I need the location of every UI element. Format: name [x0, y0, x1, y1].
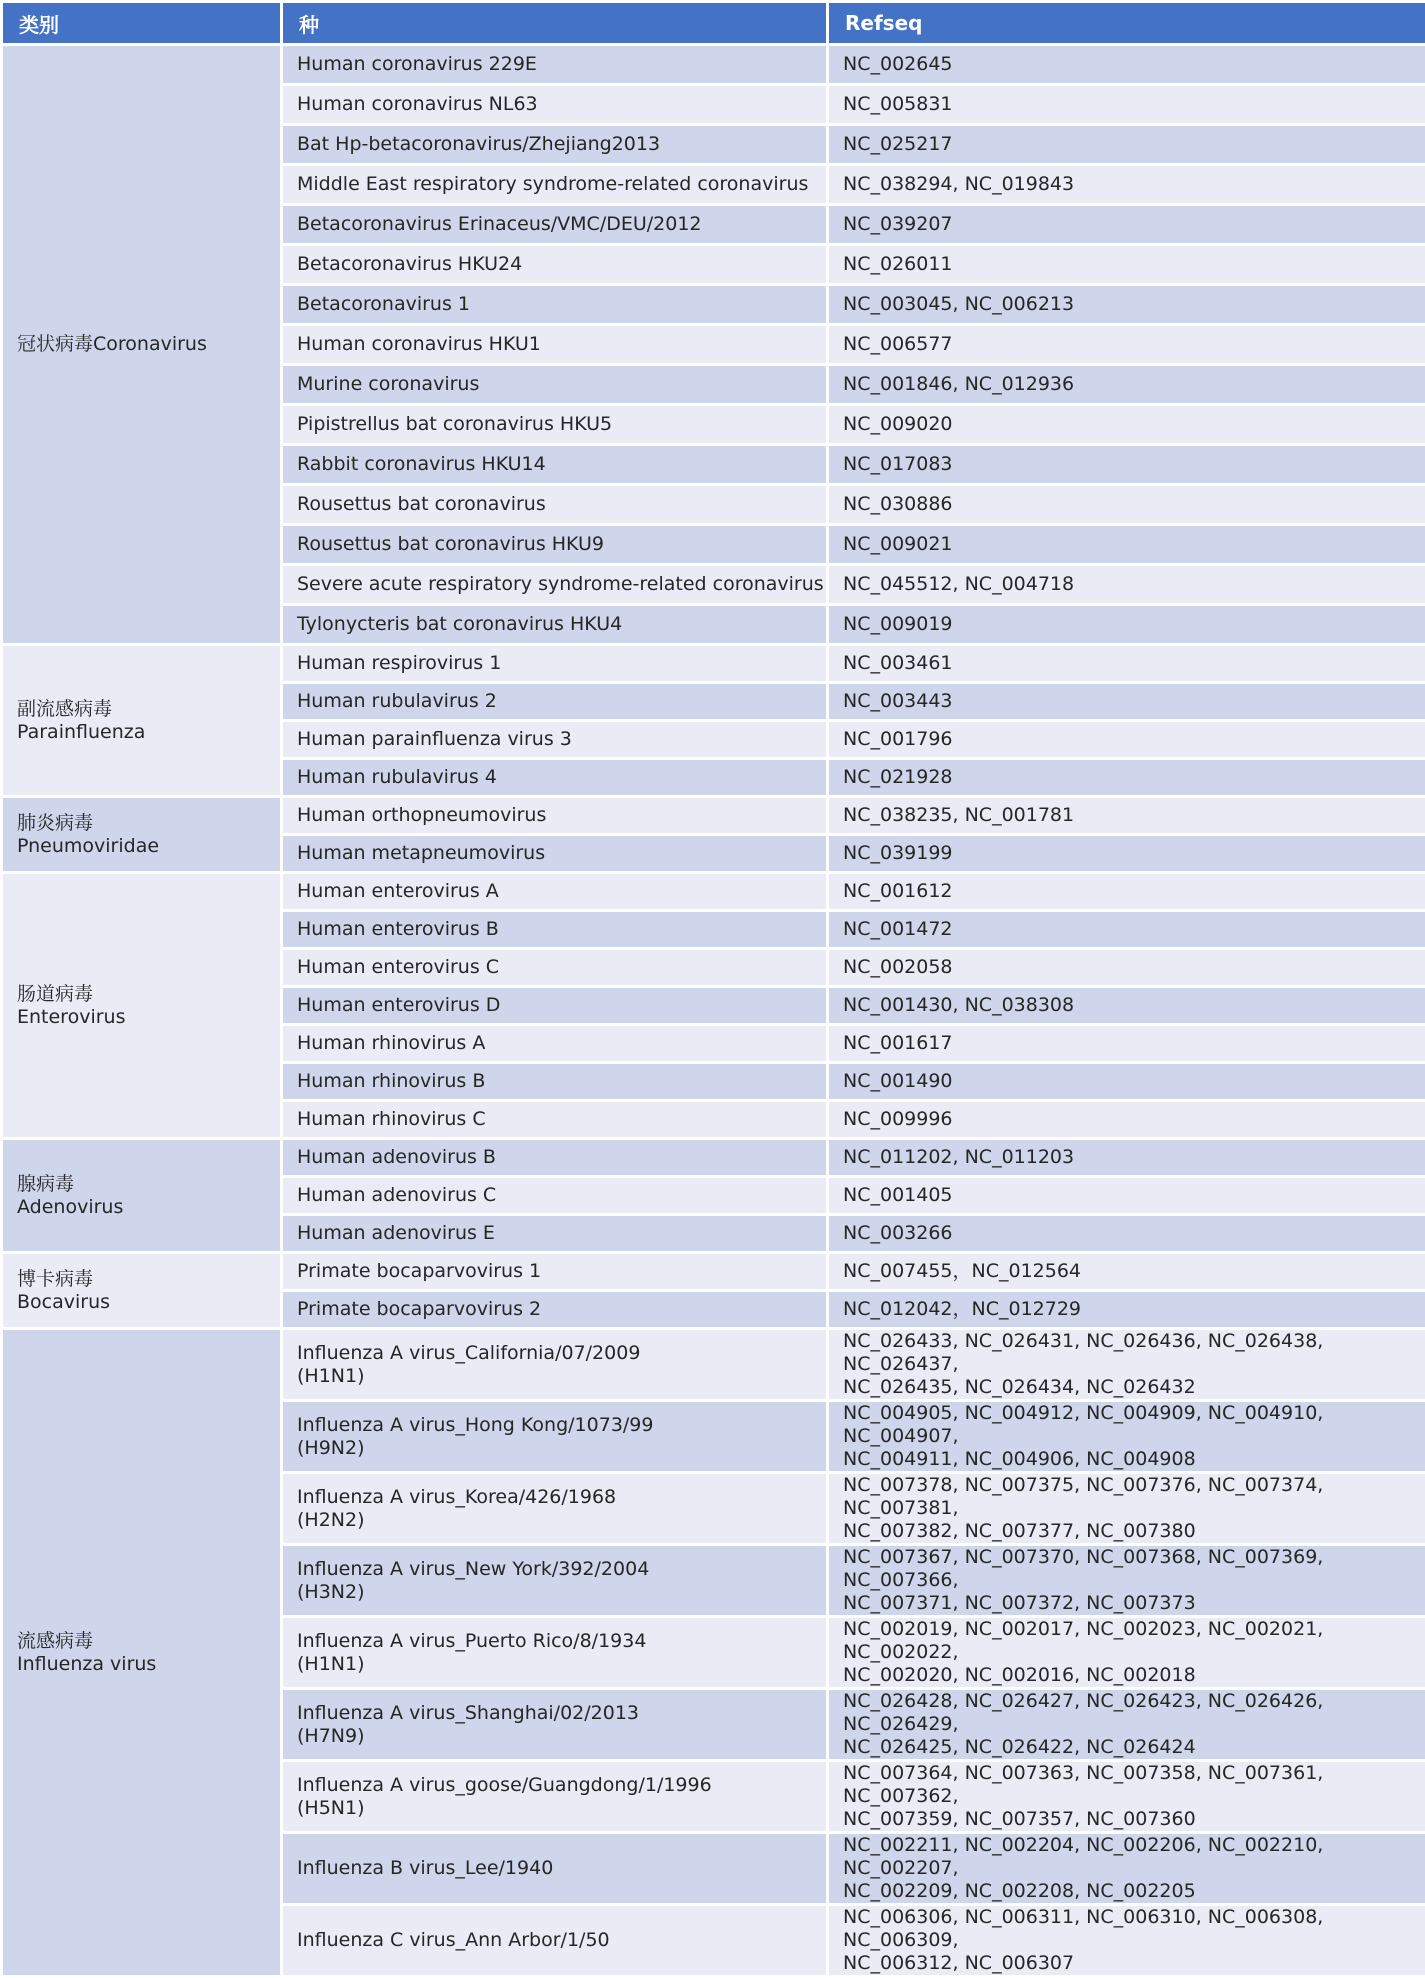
category-label: 腺病毒 — [17, 1172, 75, 1195]
species-name: Bat Hp-betacoronavirus/Zhejiang2013 — [297, 133, 661, 155]
refseq-accessions: NC_012042，NC_012729 — [843, 1298, 1082, 1320]
refseq-cell — [829, 366, 1425, 403]
species-cell — [283, 486, 826, 523]
refseq-cell — [829, 874, 1425, 909]
refseq-accessions: NC_001430, NC_038308 — [843, 994, 1075, 1016]
refseq-accessions: NC_001490 — [843, 1070, 953, 1092]
species-name: Human enterovirus B — [297, 918, 499, 940]
species-cell — [283, 1216, 826, 1251]
refseq-accessions: NC_038235, NC_001781 — [843, 804, 1075, 826]
category-label: Adenovirus — [17, 1195, 124, 1218]
refseq-cell — [829, 286, 1425, 323]
species-name: Human orthopneumovirus — [297, 804, 547, 826]
table-row — [3, 798, 1425, 833]
species-cell — [283, 406, 826, 443]
species-cell — [283, 1330, 826, 1399]
species-cell — [283, 874, 826, 909]
species-cell — [283, 166, 826, 203]
refseq-cell — [829, 1834, 1425, 1903]
category-cell — [3, 1330, 280, 1975]
species-cell — [283, 606, 826, 643]
category-label: Enterovirus — [17, 1005, 126, 1028]
species-cell — [283, 1402, 826, 1471]
species-cell — [283, 1026, 826, 1061]
species-name: Human rhinovirus B — [297, 1070, 486, 1092]
table-row — [3, 1140, 1425, 1175]
refseq-accessions: NC_007364, NC_007363, NC_007358, NC_007361, NC_007362, — [843, 1762, 1324, 1807]
species-name: Influenza A virus_Hong Kong/1073/99 — [297, 1413, 654, 1436]
category-label: 肺炎病毒 — [17, 811, 94, 834]
species-name: (H7N9) — [297, 1724, 365, 1747]
species-name: Human rubulavirus 4 — [297, 766, 497, 788]
species-name: Human enterovirus C — [297, 956, 500, 978]
refseq-accessions: NC_002645 — [843, 53, 953, 75]
refseq-accessions: NC_021928 — [843, 766, 953, 788]
species-cell — [283, 526, 826, 563]
refseq-cell — [829, 1762, 1425, 1831]
category-label: 肠道病毒 — [17, 982, 94, 1005]
refseq-accessions: NC_003461 — [843, 652, 953, 674]
refseq-cell — [829, 646, 1425, 681]
refseq-accessions: NC_005831 — [843, 93, 953, 115]
species-cell — [283, 722, 826, 757]
species-cell — [283, 798, 826, 833]
refseq-cell — [829, 1292, 1425, 1327]
species-cell — [283, 950, 826, 985]
species-cell — [283, 1102, 826, 1137]
species-cell — [283, 286, 826, 323]
table-row — [3, 1330, 1425, 1399]
refseq-accessions: NC_001405 — [843, 1184, 953, 1206]
refseq-accessions: NC_026011 — [843, 253, 953, 275]
species-name: Middle East respiratory syndrome-related coronavirus — [297, 173, 809, 195]
refseq-accessions: NC_003266 — [843, 1222, 953, 1244]
species-name: (H5N1) — [297, 1796, 365, 1819]
refseq-accessions: NC_009021 — [843, 533, 953, 555]
refseq-cell — [829, 760, 1425, 795]
refseq-accessions: NC_009996 — [843, 1108, 953, 1130]
refseq-cell — [829, 950, 1425, 985]
category-label: 冠状病毒Coronavirus — [17, 333, 207, 355]
species-cell — [283, 646, 826, 681]
category-cell — [3, 1254, 280, 1327]
table-row — [3, 874, 1425, 909]
category-cell — [3, 874, 280, 1137]
species-name: (H9N2) — [297, 1436, 365, 1459]
category-label: 流感病毒 — [17, 1629, 94, 1652]
species-cell — [283, 760, 826, 795]
species-cell — [283, 126, 826, 163]
refseq-accessions: NC_007359, NC_007357, NC_007360 — [843, 1808, 1196, 1830]
species-cell — [283, 1178, 826, 1213]
header-refseq: Refseq — [829, 3, 1425, 43]
refseq-accessions: NC_038294, NC_019843 — [843, 173, 1075, 195]
table-body — [3, 46, 1425, 1975]
category-cell — [3, 798, 280, 871]
species-cell — [283, 366, 826, 403]
refseq-cell — [829, 988, 1425, 1023]
refseq-cell — [829, 722, 1425, 757]
species-name: Betacoronavirus Erinaceus/VMC/DEU/2012 — [297, 213, 702, 235]
header-row — [3, 3, 1425, 43]
species-name: Human coronavirus 229E — [297, 53, 537, 75]
refseq-accessions: NC_001612 — [843, 880, 953, 902]
table-row — [3, 646, 1425, 681]
species-cell — [283, 1140, 826, 1175]
species-name: (H3N2) — [297, 1580, 365, 1603]
category-label: Parainfluenza — [17, 720, 146, 743]
species-name: Influenza A virus_California/07/2009 — [297, 1341, 641, 1364]
category-cell — [3, 646, 280, 795]
refseq-cell — [829, 836, 1425, 871]
species-name: Pipistrellus bat coronavirus HKU5 — [297, 413, 613, 435]
category-label: 副流感病毒 — [17, 697, 113, 720]
species-cell — [283, 836, 826, 871]
refseq-accessions: NC_002211, NC_002204, NC_002206, NC_002210, NC_002207, — [843, 1834, 1324, 1879]
species-name: Tylonycteris bat coronavirus HKU4 — [297, 613, 623, 635]
species-name: Rabbit coronavirus HKU14 — [297, 453, 546, 475]
species-name: Human adenovirus B — [297, 1146, 496, 1168]
table-row — [3, 46, 1425, 83]
species-cell — [283, 46, 826, 83]
refseq-cell — [829, 526, 1425, 563]
category-cell — [3, 46, 280, 643]
species-name: Human coronavirus NL63 — [297, 93, 538, 115]
refseq-accessions: NC_039199 — [843, 842, 953, 864]
refseq-accessions: NC_026425, NC_026422, NC_026424 — [843, 1736, 1196, 1758]
species-name: (H2N2) — [297, 1508, 365, 1531]
species-name: Human enterovirus A — [297, 880, 499, 902]
refseq-cell — [829, 1216, 1425, 1251]
species-name: Influenza B virus_Lee/1940 — [297, 1857, 554, 1879]
species-name: Human enterovirus D — [297, 994, 501, 1016]
species-name: Primate bocaparvovirus 2 — [297, 1298, 542, 1320]
refseq-accessions: NC_001846, NC_012936 — [843, 373, 1075, 395]
species-name: Influenza A virus_Puerto Rico/8/1934 — [297, 1629, 647, 1652]
refseq-cell — [829, 486, 1425, 523]
refseq-cell — [829, 1402, 1425, 1471]
refseq-accessions: NC_045512, NC_004718 — [843, 573, 1075, 595]
refseq-accessions: NC_007367, NC_007370, NC_007368, NC_007369, NC_007366, — [843, 1546, 1324, 1591]
table-row — [3, 1254, 1425, 1289]
species-cell — [283, 1292, 826, 1327]
refseq-cell — [829, 1102, 1425, 1137]
refseq-cell — [829, 406, 1425, 443]
species-cell — [283, 86, 826, 123]
refseq-cell — [829, 126, 1425, 163]
refseq-cell — [829, 1618, 1425, 1687]
species-cell — [283, 1690, 826, 1759]
refseq-accessions: NC_017083 — [843, 453, 953, 475]
species-name: (H1N1) — [297, 1652, 365, 1675]
species-name: Murine coronavirus — [297, 373, 480, 395]
refseq-accessions: NC_004911, NC_004906, NC_004908 — [843, 1448, 1196, 1470]
species-cell — [283, 1064, 826, 1099]
species-name: Betacoronavirus 1 — [297, 293, 470, 315]
species-name: Human adenovirus C — [297, 1184, 497, 1206]
category-cell — [3, 1140, 280, 1251]
species-cell — [283, 1474, 826, 1543]
refseq-cell — [829, 684, 1425, 719]
species-name: Human rubulavirus 2 — [297, 690, 497, 712]
species-name: Influenza A virus_goose/Guangdong/1/1996 — [297, 1773, 712, 1796]
refseq-cell — [829, 246, 1425, 283]
species-name: (H1N1) — [297, 1364, 365, 1387]
species-name: Human rhinovirus C — [297, 1108, 486, 1130]
refseq-accessions: NC_030886 — [843, 493, 953, 515]
refseq-cell — [829, 1330, 1425, 1399]
refseq-cell — [829, 798, 1425, 833]
species-name: Human adenovirus E — [297, 1222, 495, 1244]
species-name: Betacoronavirus HKU24 — [297, 253, 523, 275]
refseq-accessions: NC_007371, NC_007372, NC_007373 — [843, 1592, 1196, 1614]
species-cell — [283, 206, 826, 243]
refseq-accessions: NC_002209, NC_002208, NC_002205 — [843, 1880, 1196, 1902]
refseq-cell — [829, 46, 1425, 83]
species-cell — [283, 1254, 826, 1289]
species-cell — [283, 988, 826, 1023]
refseq-cell — [829, 1178, 1425, 1213]
refseq-cell — [829, 166, 1425, 203]
species-name: Human rhinovirus A — [297, 1032, 486, 1054]
species-name: Human metapneumovirus — [297, 842, 546, 864]
refseq-accessions: NC_026428, NC_026427, NC_026423, NC_026426, NC_026429, — [843, 1690, 1324, 1735]
header-category: 类别 — [3, 3, 280, 43]
refseq-accessions: NC_011202, NC_011203 — [843, 1146, 1075, 1168]
species-name: Influenza A virus_Korea/426/1968 — [297, 1485, 617, 1508]
species-cell — [283, 1546, 826, 1615]
refseq-accessions: NC_001796 — [843, 728, 953, 750]
species-cell — [283, 1906, 826, 1975]
species-name: Influenza C virus_Ann Arbor/1/50 — [297, 1929, 610, 1951]
refseq-accessions: NC_001617 — [843, 1032, 953, 1054]
species-name: Primate bocaparvovirus 1 — [297, 1260, 542, 1282]
header-species: 种 — [283, 3, 826, 43]
species-cell — [283, 684, 826, 719]
species-cell — [283, 912, 826, 947]
species-cell — [283, 1762, 826, 1831]
refseq-cell — [829, 1064, 1425, 1099]
species-name: Influenza A virus_Shanghai/02/2013 — [297, 1701, 639, 1724]
species-name: Human parainfluenza virus 3 — [297, 728, 572, 750]
refseq-accessions: NC_006306, NC_006311, NC_006310, NC_006308, NC_006309, — [843, 1906, 1324, 1951]
refseq-accessions: NC_002020, NC_002016, NC_002018 — [843, 1664, 1196, 1686]
species-cell — [283, 1618, 826, 1687]
refseq-cell — [829, 1026, 1425, 1061]
refseq-accessions: NC_006312, NC_006307 — [843, 1952, 1075, 1974]
refseq-accessions: NC_003045, NC_006213 — [843, 293, 1075, 315]
refseq-accessions: NC_025217 — [843, 133, 953, 155]
refseq-accessions: NC_009020 — [843, 413, 953, 435]
refseq-cell — [829, 606, 1425, 643]
refseq-cell — [829, 1140, 1425, 1175]
refseq-accessions: NC_026435, NC_026434, NC_026432 — [843, 1376, 1196, 1398]
refseq-accessions: NC_001472 — [843, 918, 953, 940]
category-label: Pneumoviridae — [17, 834, 160, 857]
refseq-accessions: NC_002058 — [843, 956, 953, 978]
species-name: Rousettus bat coronavirus HKU9 — [297, 533, 604, 555]
refseq-accessions: NC_039207 — [843, 213, 953, 235]
refseq-cell — [829, 1690, 1425, 1759]
refseq-cell — [829, 1474, 1425, 1543]
refseq-cell — [829, 326, 1425, 363]
species-name: Rousettus bat coronavirus — [297, 493, 546, 515]
refseq-cell — [829, 566, 1425, 603]
category-label: Bocavirus — [17, 1290, 111, 1313]
species-name: Influenza A virus_New York/392/2004 — [297, 1557, 650, 1580]
refseq-cell — [829, 1546, 1425, 1615]
refseq-cell — [829, 206, 1425, 243]
category-label: Influenza virus — [17, 1652, 157, 1675]
category-label: 博卡病毒 — [17, 1267, 94, 1290]
species-name: Human respirovirus 1 — [297, 652, 502, 674]
refseq-accessions: NC_006577 — [843, 333, 953, 355]
refseq-cell — [829, 1254, 1425, 1289]
refseq-accessions: NC_026433, NC_026431, NC_026436, NC_026438, NC_026437, — [843, 1330, 1324, 1375]
refseq-cell — [829, 1906, 1425, 1975]
species-cell — [283, 446, 826, 483]
species-name: Human coronavirus HKU1 — [297, 333, 541, 355]
refseq-accessions: NC_007382, NC_007377, NC_007380 — [843, 1520, 1196, 1542]
species-cell — [283, 246, 826, 283]
refseq-accessions: NC_007378, NC_007375, NC_007376, NC_007374, NC_007381, — [843, 1474, 1324, 1519]
refseq-accessions: NC_007455，NC_012564 — [843, 1260, 1082, 1282]
refseq-cell — [829, 912, 1425, 947]
refseq-cell — [829, 446, 1425, 483]
refseq-accessions: NC_003443 — [843, 690, 953, 712]
refseq-accessions: NC_009019 — [843, 613, 953, 635]
species-cell — [283, 1834, 826, 1903]
species-name: Severe acute respiratory syndrome-related coronavirus — [297, 573, 824, 595]
species-cell — [283, 566, 826, 603]
refseq-cell — [829, 86, 1425, 123]
refseq-accessions: NC_004905, NC_004912, NC_004909, NC_004910, NC_004907, — [843, 1402, 1324, 1447]
refseq-accessions: NC_002019, NC_002017, NC_002023, NC_002021, NC_002022, — [843, 1618, 1324, 1663]
species-cell — [283, 326, 826, 363]
